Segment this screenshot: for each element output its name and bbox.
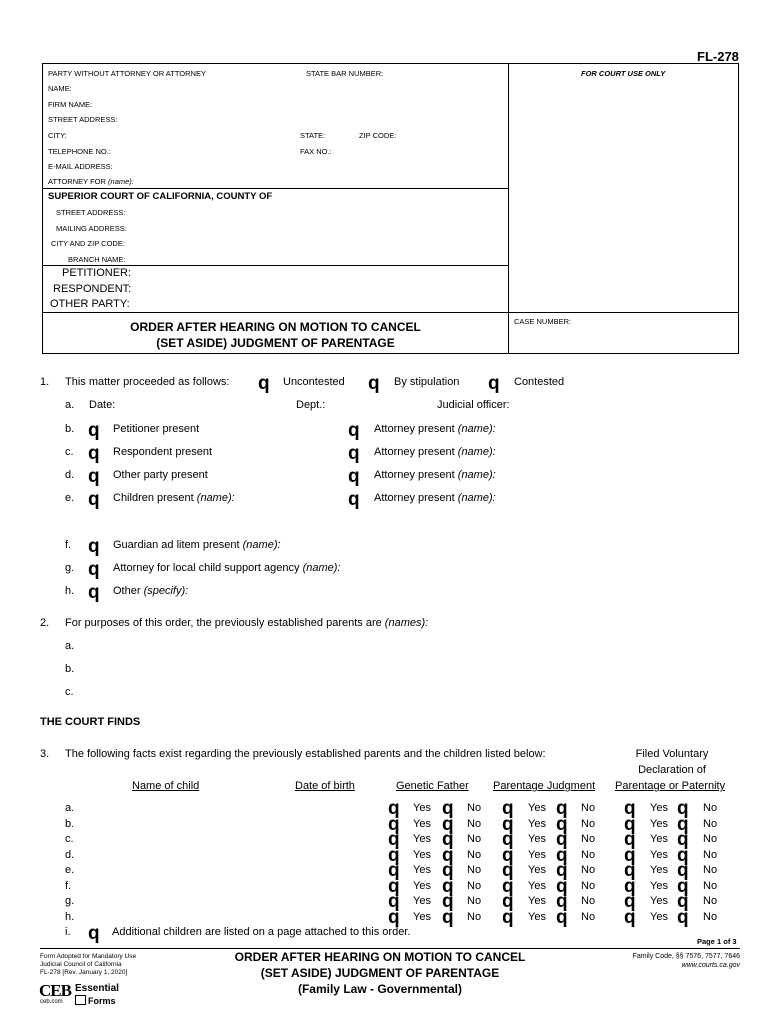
attorney-name: (name): (457, 469, 496, 481)
filed-declaration-no-label: No (703, 833, 718, 845)
col-filed-declaration: Parentage or Paternity (615, 780, 726, 792)
dept-field[interactable]: Dept.: (296, 399, 326, 411)
child-row-letter: c. (65, 833, 74, 845)
col-name-of-child: Name of child (132, 780, 200, 792)
additional-children-label: Additional children are listed on a page attached to this order. (112, 926, 411, 938)
genetic-father-yes-label: Yes (413, 895, 431, 907)
respondent-field[interactable]: RESPONDENT: (53, 283, 132, 295)
name-field[interactable]: NAME: (48, 84, 72, 93)
forms-icon (75, 995, 86, 1005)
col-genetic-father: Genetic Father (396, 780, 469, 792)
footer-title-line3: (Family Law - Governmental) (297, 982, 463, 996)
party-present-label (113, 446, 212, 458)
parentage-judgment-no-label: No (581, 911, 596, 923)
parentage-judgment-yes-label: Yes (528, 833, 546, 845)
genetic-father-no-label: No (467, 911, 482, 923)
parentage-judgment-yes-label: Yes (528, 911, 546, 923)
party-present-text: Respondent present (113, 446, 213, 458)
child-row-letter: d. (65, 849, 75, 861)
city-field[interactable]: CITY: (48, 131, 67, 140)
family-code-ref: Family Code, §§ 7576, 7577, 7646 (632, 953, 740, 960)
attorney-present-text: Attorney present (374, 446, 455, 458)
attorney-present-text: Attorney present (374, 469, 455, 481)
agency-text: Attorney for local child support agency (113, 562, 300, 574)
parentage-judgment-no-label: No (581, 864, 596, 876)
party-present-label (113, 423, 199, 435)
adopted-line3: FL-278 [Rev. January 1, 2020] (40, 969, 128, 976)
attorney-present-checkbox[interactable] (348, 444, 362, 463)
filed-declaration-no-checkbox[interactable] (677, 908, 691, 927)
court-title: SUPERIOR COURT OF CALIFORNIA, COUNTY OF (48, 191, 273, 202)
attorney-present-label (374, 423, 496, 435)
parentage-judgment-no-label: No (581, 849, 596, 861)
essential-label: Essential (75, 983, 119, 994)
additional-children-checkbox[interactable] (88, 924, 102, 943)
filed-heading-line2: Declaration of (638, 764, 706, 776)
party-present-checkbox[interactable] (88, 467, 102, 486)
guardian-label (113, 539, 281, 551)
footer-rule (40, 948, 740, 949)
filed-declaration-yes-label: Yes (650, 911, 668, 923)
parentage-judgment-no-checkbox[interactable] (556, 908, 570, 927)
filed-declaration-yes-label: Yes (650, 818, 668, 830)
attorney-for-name: (name): (108, 177, 134, 186)
court-branch-field[interactable]: BRANCH NAME: (68, 255, 126, 264)
parentage-judgment-yes-label: Yes (528, 818, 546, 830)
parentage-judgment-yes-label: Yes (528, 864, 546, 876)
party-label: PARTY WITHOUT ATTORNEY OR ATTORNEY (48, 69, 206, 78)
child-row-letter: f. (65, 880, 72, 892)
parentage-judgment-yes-label: Yes (528, 849, 546, 861)
contested-label: Contested (514, 376, 565, 388)
party-present-text: Other party present (113, 469, 208, 481)
filed-declaration-no-label: No (703, 895, 718, 907)
genetic-father-no-label: No (467, 880, 482, 892)
item2-names: (names): (384, 617, 429, 629)
court-use-label: FOR COURT USE ONLY (581, 69, 666, 78)
parentage-judgment-no-label: No (581, 802, 596, 814)
other-label (113, 585, 188, 597)
attorney-present-text: Attorney present (374, 492, 455, 504)
party-present-label (113, 492, 235, 504)
other-text: Other (113, 585, 141, 597)
court-city-field[interactable]: CITY AND ZIP CODE: (51, 239, 125, 248)
filed-declaration-no-label: No (703, 802, 718, 814)
filed-declaration-yes-label: Yes (650, 802, 668, 814)
parentage-judgment-no-label: No (581, 818, 596, 830)
parentage-judgment-no-label: No (581, 880, 596, 892)
attorney-present-label (374, 492, 496, 504)
guardian-text: Guardian ad litem present (113, 539, 240, 551)
filed-declaration-yes-label: Yes (650, 880, 668, 892)
form-title-line1: ORDER AFTER HEARING ON MOTION TO CANCEL (130, 320, 421, 334)
forms-label: Forms (88, 996, 116, 1006)
row-letter: e. (65, 492, 75, 504)
agency-checkbox[interactable] (88, 560, 102, 579)
stipulation-label: By stipulation (394, 376, 460, 388)
other-checkbox[interactable] (88, 583, 102, 602)
filed-heading-line1: Filed Voluntary (635, 748, 709, 760)
attorney-present-text: Attorney present (374, 423, 455, 435)
petitioner-field[interactable]: PETITIONER: (62, 267, 132, 279)
footer-title-line1: ORDER AFTER HEARING ON MOTION TO CANCEL (234, 950, 526, 964)
col-parentage-judgment: Parentage Judgment (493, 780, 596, 792)
item2-number: 2. (40, 617, 50, 629)
child-row-letter: g. (65, 895, 75, 907)
filed-declaration-yes-label: Yes (650, 849, 668, 861)
item1-number: 1. (40, 376, 50, 388)
agency-label (113, 562, 340, 574)
attorney-name: (name): (457, 423, 496, 435)
genetic-father-yes-label: Yes (413, 849, 431, 861)
courts-url[interactable]: www.courts.ca.gov (681, 962, 740, 969)
filed-declaration-no-label: No (703, 911, 718, 923)
genetic-father-no-checkbox[interactable] (442, 908, 456, 927)
stipulation-checkbox[interactable] (368, 374, 382, 393)
other-party-field[interactable]: OTHER PARTY: (50, 298, 130, 310)
genetic-father-yes-label: Yes (413, 833, 431, 845)
genetic-father-no-label: No (467, 849, 482, 861)
attorney-present-checkbox[interactable] (348, 467, 362, 486)
parentage-judgment-yes-label: Yes (528, 880, 546, 892)
genetic-father-no-label: No (467, 802, 482, 814)
attorney-for-field[interactable] (48, 177, 134, 186)
party-present-checkbox[interactable] (88, 444, 102, 463)
attorney-name: (name): (457, 446, 496, 458)
filed-declaration-no-label: No (703, 880, 718, 892)
row-letter: c. (65, 446, 74, 458)
judicial-officer-field[interactable]: Judicial officer: (437, 399, 510, 411)
attorney-name: (name): (457, 492, 496, 504)
attorney-present-checkbox[interactable] (348, 421, 362, 440)
attorney-present-checkbox[interactable] (348, 490, 362, 509)
genetic-father-yes-label: Yes (413, 818, 431, 830)
street-field[interactable]: STREET ADDRESS: (48, 115, 118, 124)
guardian-name: (name): (242, 539, 281, 551)
child-row-letter: h. (65, 911, 75, 923)
parentage-judgment-no-label: No (581, 833, 596, 845)
form-title-line2: (SET ASIDE) JUDGMENT OF PARENTAGE (156, 336, 395, 350)
item1f-letter: f. (65, 539, 72, 551)
zip-field[interactable]: ZIP CODE: (359, 131, 397, 140)
item3-text: The following facts exist regarding the previously established parents and the children listed below: (65, 748, 546, 760)
caption-box (42, 63, 739, 354)
case-number-field[interactable]: CASE NUMBER: (514, 317, 572, 326)
hearing-date-field[interactable]: Date: (89, 399, 116, 411)
row-letter: b. (65, 423, 75, 435)
parent-a-field[interactable]: a. (65, 640, 75, 652)
child-row-letter: b. (65, 818, 75, 830)
party-present-checkbox[interactable] (88, 421, 102, 440)
email-field[interactable]: E-MAIL ADDRESS: (48, 162, 113, 171)
adopted-line1: Form Adopted for Mandatory Use (40, 953, 137, 960)
genetic-father-yes-label: Yes (413, 864, 431, 876)
party-present-name: (name): (196, 492, 235, 504)
divider (42, 188, 509, 189)
party-present-label (113, 469, 208, 481)
parent-b-field[interactable]: b. (65, 663, 75, 675)
court-street-field[interactable]: STREET ADDRESS: (56, 208, 126, 217)
court-mailing-field[interactable]: MAILING ADDRESS: (56, 224, 127, 233)
footer-title-line2: (SET ASIDE) JUDGMENT OF PARENTAGE (260, 966, 500, 980)
ceb-url: ceb.com (40, 999, 63, 1005)
page-number: Page 1 of 3 (697, 937, 737, 946)
attorney-present-label (374, 446, 496, 458)
child-row-letter: a. (65, 802, 75, 814)
court-use-divider (508, 63, 509, 354)
parentage-judgment-yes-label: Yes (528, 802, 546, 814)
genetic-father-no-label: No (467, 864, 482, 876)
child-row-letter: e. (65, 864, 75, 876)
guardian-checkbox[interactable] (88, 537, 102, 556)
item1g-letter: g. (65, 562, 75, 574)
uncontested-checkbox[interactable] (258, 374, 272, 393)
party-present-text: Children present (113, 492, 194, 504)
court-finds-heading: THE COURT FINDS (40, 716, 141, 728)
genetic-father-no-label: No (467, 833, 482, 845)
item2-text (65, 617, 428, 629)
other-specify: (specify): (143, 585, 189, 597)
parent-c-field[interactable]: c. (65, 686, 74, 698)
adopted-line2: Judicial Council of California (40, 961, 122, 968)
parentage-judgment-yes-checkbox[interactable] (502, 908, 516, 927)
ceb-logo: CEB (39, 981, 71, 1000)
parentage-judgment-no-label: No (581, 895, 596, 907)
divider (42, 312, 739, 313)
agency-name: (name): (302, 562, 341, 574)
item2-main: For purposes of this order, the previously established parents are (65, 617, 382, 629)
genetic-father-no-label: No (467, 895, 482, 907)
state-bar-label: STATE BAR NUMBER: (306, 69, 384, 78)
genetic-father-yes-label: Yes (413, 802, 431, 814)
genetic-father-yes-label: Yes (413, 911, 431, 923)
filed-declaration-yes-label: Yes (650, 864, 668, 876)
firm-field[interactable]: FIRM NAME: (48, 100, 93, 109)
row-letter: d. (65, 469, 75, 481)
fax-field[interactable]: FAX NO.: (300, 147, 332, 156)
item1a-letter: a. (65, 399, 75, 411)
divider (42, 265, 509, 266)
attorney-for-label: ATTORNEY FOR (48, 177, 106, 186)
attorney-present-label (374, 469, 496, 481)
col-date-of-birth: Date of birth (295, 780, 355, 792)
item1-text: This matter proceeded as follows: (65, 376, 230, 388)
genetic-father-yes-label: Yes (413, 880, 431, 892)
parentage-judgment-yes-label: Yes (528, 895, 546, 907)
telephone-field[interactable]: TELEPHONE NO.: (48, 147, 111, 156)
uncontested-label: Uncontested (283, 376, 345, 388)
party-present-checkbox[interactable] (88, 490, 102, 509)
form-number: FL-278 (697, 49, 739, 64)
genetic-father-yes-checkbox[interactable] (388, 908, 402, 927)
item3i-letter: i. (65, 926, 71, 938)
party-present-text: Petitioner present (113, 423, 200, 435)
filed-declaration-no-label: No (703, 849, 718, 861)
item1h-letter: h. (65, 585, 75, 597)
filed-declaration-no-label: No (703, 864, 718, 876)
item3-number: 3. (40, 748, 50, 760)
forms-brand (75, 995, 116, 1006)
filed-declaration-no-label: No (703, 818, 718, 830)
filed-declaration-yes-label: Yes (650, 895, 668, 907)
state-field[interactable]: STATE: (300, 131, 326, 140)
contested-checkbox[interactable] (488, 374, 502, 393)
filed-declaration-yes-label: Yes (650, 833, 668, 845)
filed-declaration-yes-checkbox[interactable] (624, 908, 638, 927)
genetic-father-no-label: No (467, 818, 482, 830)
